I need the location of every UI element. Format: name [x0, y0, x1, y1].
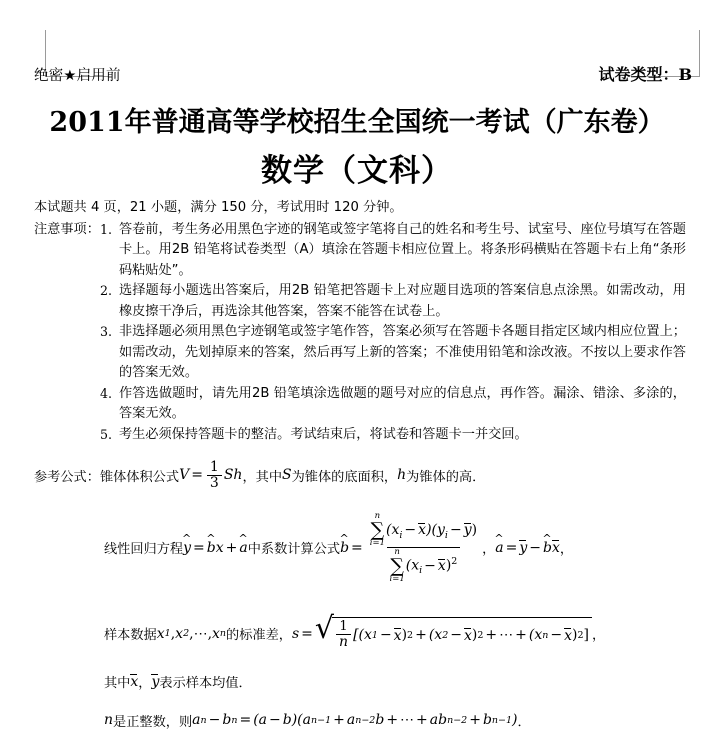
regression-b-hat-2: ^ b — [340, 540, 349, 556]
binom-minus-2: − — [269, 712, 281, 729]
binom-b4: b — [482, 712, 492, 729]
binom-minus: − — [208, 712, 221, 729]
list-item — [100, 220, 686, 282]
cone-fraction — [207, 460, 222, 490]
num-x-bar: x — [418, 521, 427, 538]
regression-y-bar: y — [519, 540, 528, 557]
sd-close-1: ) — [401, 627, 408, 644]
binom-ab: ab — [429, 712, 448, 729]
sd-bracket: ] — [583, 627, 589, 644]
instructions-block — [34, 198, 686, 445]
means-lead: 其中 — [104, 675, 131, 691]
sd-sup-3: 2 — [577, 629, 584, 641]
sd-close-3: ) — [571, 627, 578, 644]
note-number: 3. — [99, 324, 112, 339]
binom-plus-4: + — [469, 712, 481, 729]
cone-frac-numerator: 1 — [209, 459, 219, 475]
cone-equals: = — [191, 467, 203, 484]
stddev-comma-1: , — [170, 625, 176, 642]
den-x-bar: x — [437, 557, 446, 574]
cone-var-s: S — [282, 467, 292, 484]
formula-sample-means — [34, 672, 694, 691]
radical-sign: √ — [314, 611, 335, 647]
num-close: )(y — [426, 521, 445, 538]
note-text: 非选择题必须用黑色字迹钢笔或签字笔作答，答案必须写在答题卡各题目指定区域内相应位置上；如需改动，先划掉原来的答案，然后再写上新的答案；不准使用铅笔和涂改液。不按以上要求作答的答案无效。 — [118, 324, 686, 380]
cone-body: Sh — [223, 467, 243, 484]
means-y-bar: y — [151, 673, 160, 690]
summation-denominator — [390, 548, 405, 583]
num-sub-i: i — [399, 529, 403, 541]
den-exponent: 2 — [451, 556, 458, 568]
notes-list — [100, 220, 686, 446]
paper-type — [598, 62, 692, 85]
num-x: (x — [386, 521, 400, 538]
num-close-2: ) — [471, 521, 478, 538]
sum-lower-limit: i=1 — [369, 537, 386, 548]
regression-a-equals: = — [505, 539, 518, 556]
formulas-label: 参考公式： — [34, 469, 100, 485]
stddev-x1-sub: 1 — [164, 628, 171, 640]
binom-tail: ． — [517, 714, 531, 730]
binom-plus-3: + — [416, 712, 428, 729]
binom-b3: b — [375, 712, 385, 729]
sd-xbar-2: x — [463, 627, 472, 644]
note-number: 2. — [99, 283, 112, 298]
note-text: 考生必须保持答题卡的整洁。考试结束后，将试卷和答题卡一并交回。 — [118, 426, 528, 442]
stddev-x2: x — [175, 625, 184, 642]
sd-sup-2: 2 — [477, 629, 484, 641]
sd-minus-2: − — [450, 627, 462, 644]
cone-mid2: 为锥体的底面积， — [291, 469, 398, 485]
stddev-xn: x — [212, 625, 220, 642]
stddev-x2-sub: 2 — [183, 628, 190, 640]
cone-var-h: h — [397, 467, 407, 484]
sd-open-3: (x — [528, 627, 543, 644]
cone-tail: 为锥体的高． — [406, 469, 486, 485]
regression-tail: ， — [559, 542, 574, 558]
regression-a-hat-2: ^ a — [495, 540, 503, 556]
sd-sub-1: 1 — [371, 629, 378, 641]
cone-var-v: V — [179, 467, 190, 484]
binom-sup-5: n−1 — [491, 714, 513, 726]
sd-open-2: (x — [428, 627, 443, 644]
den-sub-i: i — [419, 565, 423, 577]
stddev-s: s — [291, 625, 300, 642]
sd-plus-1: + — [415, 627, 427, 644]
summation-numerator — [370, 512, 385, 547]
list-item — [100, 384, 686, 425]
den-minus: − — [424, 557, 436, 574]
regression-plus: + — [225, 539, 238, 556]
sd-sub-3: n — [542, 629, 549, 641]
sd-sub-2: 2 — [442, 629, 449, 641]
regression-denominator — [387, 547, 461, 583]
sd-plus-3: + — [515, 627, 527, 644]
num-minus-2: − — [449, 521, 462, 538]
sd-sup-1: 2 — [407, 629, 414, 641]
sd-minus-3: − — [550, 627, 563, 644]
regression-x-bar: x — [551, 540, 560, 557]
binom-sup-4: n−2 — [447, 714, 468, 726]
binom-b1-sup: n — [231, 714, 238, 726]
page-header — [34, 62, 692, 85]
formula-linear-regression — [34, 512, 694, 583]
square-root-icon — [314, 611, 592, 651]
num-sub-i2: i — [444, 529, 448, 541]
binom-open: (a — [253, 712, 268, 729]
regression-comma: ， — [482, 542, 496, 558]
num-open — [386, 521, 478, 541]
stddev-fraction — [336, 620, 351, 649]
note-text: 答卷前，考生务必用黑色字迹的钢笔或签字笔将自己的姓名和考生号、试室号、座位号填写在答题卡上。用2B 铅笔将试卷类型（A）填涂在答题卡相应位置上。将条形码横贴在答题卡右上角“条形码粘贴处”。 — [118, 221, 686, 278]
binom-sup-2: n−1 — [311, 714, 332, 726]
stddev-lead: 样本数据 — [104, 628, 157, 644]
sigma-icon: ∑ — [390, 554, 404, 577]
note-text: 作答选做题时，请先用2B 铅笔填涂选做题的题号对应的信息点，再作答。漏涂、错涂、多涂的，答案无效。 — [118, 385, 686, 421]
formula-factorization — [34, 711, 694, 730]
binom-a1: a — [192, 712, 201, 729]
binom-b1: b — [222, 712, 232, 729]
list-item — [100, 322, 686, 384]
binom-sup-3: n−2 — [355, 714, 376, 726]
regression-mid: 中系数计算公式 — [247, 542, 341, 558]
stddev-comma-2: , — [189, 625, 194, 642]
note-number: 4. — [99, 385, 112, 401]
regression-fraction — [367, 512, 480, 583]
regression-b-hat-3: ^ b — [543, 540, 552, 556]
note-text: 选择题每小题选出答案后，用2B 铅笔把答题卡上对应题目选项的答案信息点涂黑。如需改动，用橡皮擦干净后，再选涂其他答案，答案不能答在试卷上。 — [118, 283, 686, 319]
exam-subject-title: 数学（文科） — [261, 153, 453, 189]
formula-spacer — [34, 490, 694, 504]
means-tail: 表示样本均值． — [159, 675, 252, 691]
binom-close: )(a — [291, 712, 311, 729]
stddev-frac-num: 1 — [339, 619, 348, 635]
sd-plus-2: + — [485, 627, 498, 644]
note-number: 1. — [99, 221, 112, 237]
regression-lead: 线性回归方程 — [104, 542, 184, 558]
binom-ellipsis: ⋯ — [400, 712, 415, 729]
notes-label: 注意事项： — [34, 221, 100, 237]
list-item — [100, 425, 686, 446]
stddev-equals: = — [301, 625, 313, 642]
stddev-frac-den: n — [336, 634, 351, 650]
stddev-comma-3: , — [207, 625, 213, 642]
sigma-icon: ∑ — [370, 518, 385, 541]
binom-plus-2: + — [386, 712, 399, 729]
sum-lower-limit-den: i=1 — [389, 573, 405, 584]
regression-x: x — [215, 539, 224, 556]
binom-a1-sup: n — [200, 714, 207, 726]
binom-var-n: n — [104, 712, 114, 729]
cone-mid: 其中 — [255, 469, 283, 485]
stddev-x1: x — [156, 625, 165, 642]
sd-xbar-3: x — [564, 627, 572, 644]
radicand — [332, 617, 592, 649]
binom-close-2: ) — [512, 712, 518, 729]
regression-equals-1: = — [193, 539, 205, 556]
cone-lead: 锥体体积公式 — [99, 469, 180, 485]
den-x: (x — [405, 557, 420, 574]
stddev-ellipsis: ⋯ — [193, 625, 208, 642]
formula-cone-volume — [34, 460, 694, 490]
confidential-label: 绝密★启用前 — [34, 68, 121, 84]
sd-xbar-1: x — [393, 627, 402, 644]
sd-close-2: ) — [471, 627, 478, 644]
regression-numerator — [367, 512, 480, 547]
binom-equals: = — [239, 712, 252, 729]
reference-formulas-block — [34, 460, 694, 730]
stddev-mid: 的标准差， — [226, 628, 292, 644]
regression-a-hat: ^ a — [239, 540, 247, 556]
list-item — [100, 281, 686, 322]
binom-lead: 是正整数，则 — [113, 714, 193, 730]
sd-minus-1: − — [379, 627, 392, 644]
sd-ellipsis: ⋯ — [499, 627, 514, 644]
notes-section — [34, 220, 686, 446]
formula-standard-deviation — [34, 611, 694, 651]
paper-summary-line: 本试题共 4 页，21 小题，满分 150 分，考试用时 120 分钟。 — [34, 200, 403, 215]
regression-b-hat: ^ b — [207, 540, 216, 556]
cone-frac-denominator: 3 — [207, 475, 222, 491]
note-number: 5. — [99, 426, 112, 442]
num-minus: − — [404, 521, 417, 538]
sum-upper-limit-den: n — [394, 547, 400, 558]
regression-y-hat: ^ y — [183, 540, 191, 556]
exam-title: 2011年普通高等学校招生全国统一考试（广东卷） — [49, 107, 665, 138]
regression-a-minus: − — [529, 539, 542, 556]
sum-upper-limit: n — [374, 511, 381, 522]
stddev-xn-sub: n — [219, 628, 227, 640]
sd-open: [(x — [353, 627, 372, 644]
binom-a3: a — [346, 712, 356, 729]
binom-plus-1: + — [333, 712, 345, 729]
paper-type-value: B — [678, 65, 692, 84]
den-close: ) — [445, 557, 452, 574]
num-y-bar: y — [463, 521, 472, 538]
means-x-bar: x — [130, 673, 139, 690]
cone-comma: ， — [242, 469, 256, 485]
means-comma: ， — [138, 675, 152, 691]
paper-type-label: 试卷类型： — [598, 65, 679, 84]
formula-spacer-2 — [34, 583, 694, 597]
binom-b2: b — [282, 712, 292, 729]
regression-equals-2: = — [351, 539, 363, 556]
stddev-tail: ， — [591, 628, 606, 644]
